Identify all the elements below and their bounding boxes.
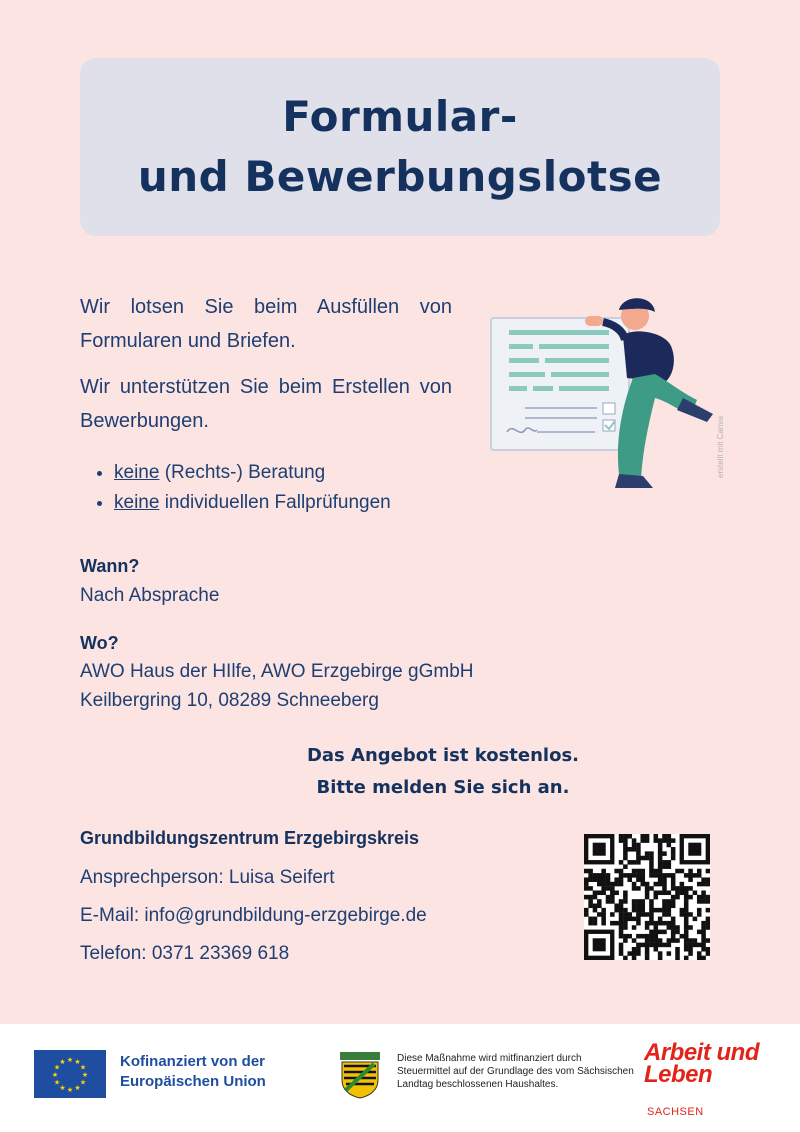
footer xyxy=(0,1024,800,1132)
eu-funding-text xyxy=(120,1052,266,1092)
title-box xyxy=(80,58,720,236)
eu-flag-icon xyxy=(34,1050,106,1098)
svg-text:★: ★ xyxy=(53,1064,61,1072)
saxony-funding-text: Diese Maßnahme wird mitfinanziert durch Steuermittel auf der Grundlage des vom Sächsischen Landtag beschlossenen Haushaltes. xyxy=(397,1053,634,1090)
saxony-crest-icon xyxy=(338,1050,382,1100)
contact-person: Ansprechperson: Luisa Seifert xyxy=(80,867,335,888)
contact-phone[interactable]: Telefon: 0371 23369 618 xyxy=(80,943,290,964)
emphasis: keine xyxy=(114,462,160,483)
svg-text:★: ★ xyxy=(74,1059,81,1067)
svg-text:★: ★ xyxy=(53,1079,61,1087)
form-illustration xyxy=(485,292,735,524)
intro-text xyxy=(80,290,452,450)
svg-text:★: ★ xyxy=(59,1084,66,1092)
when-value: Nach Absprache xyxy=(80,585,220,606)
title-line-1: Formular- xyxy=(282,92,518,141)
intro-paragraph-2: Wir unterstützen Sie beim Erstellen von Bewerbungen. xyxy=(80,376,452,432)
organization-name: Grundbildungszentrum Erzgebirgskreis xyxy=(80,828,420,848)
intro-paragraph-1: Wir lotsen Sie beim Ausfüllen von Formularen und Briefen. xyxy=(80,296,452,352)
svg-text:★: ★ xyxy=(79,1064,87,1072)
svg-text:★: ★ xyxy=(81,1072,89,1079)
list-item xyxy=(114,488,391,518)
title-line-2: und Bewerbungslotse xyxy=(137,152,663,201)
logo-line-1: Arbeit und xyxy=(644,1039,759,1066)
list-item-text: individuellen Fallprüfungen xyxy=(159,492,391,513)
svg-text:★: ★ xyxy=(79,1079,87,1087)
arbeit-und-leben-logo xyxy=(644,1039,759,1088)
notice-line-2: Bitte melden Sie sich an. xyxy=(316,777,570,798)
when-label: Wann? xyxy=(80,556,140,576)
list-item-text: (Rechts-) Beratung xyxy=(159,462,326,483)
emphasis: keine xyxy=(114,492,160,513)
qr-code[interactable] xyxy=(584,834,710,960)
svg-text:★: ★ xyxy=(66,1057,74,1064)
list-item xyxy=(114,458,391,488)
where-label: Wo? xyxy=(80,633,119,653)
svg-text:★: ★ xyxy=(66,1087,74,1094)
contact-email[interactable]: E-Mail: info@grundbildung-erzgebirge.de xyxy=(80,905,427,926)
eu-line-2: Europäischen Union xyxy=(120,1073,266,1090)
where-line-2: Keilbergring 10, 08289 Schneeberg xyxy=(80,690,379,711)
notice-line-1: Das Angebot ist kostenlos. xyxy=(306,745,580,766)
svg-text:★: ★ xyxy=(59,1059,66,1067)
illustration-credit: erstellt mit Canva xyxy=(716,416,725,478)
svg-text:★: ★ xyxy=(51,1072,59,1079)
where-line-1: AWO Haus der HIlfe, AWO Erzgebirge gGmbH xyxy=(80,661,474,682)
logo-line-2: Leben xyxy=(644,1061,713,1088)
logo-subtitle: SACHSEN xyxy=(647,1106,704,1118)
eu-line-1: Kofinanziert von der xyxy=(120,1053,266,1070)
exclusions-list xyxy=(94,458,391,518)
svg-text:★: ★ xyxy=(74,1084,81,1092)
